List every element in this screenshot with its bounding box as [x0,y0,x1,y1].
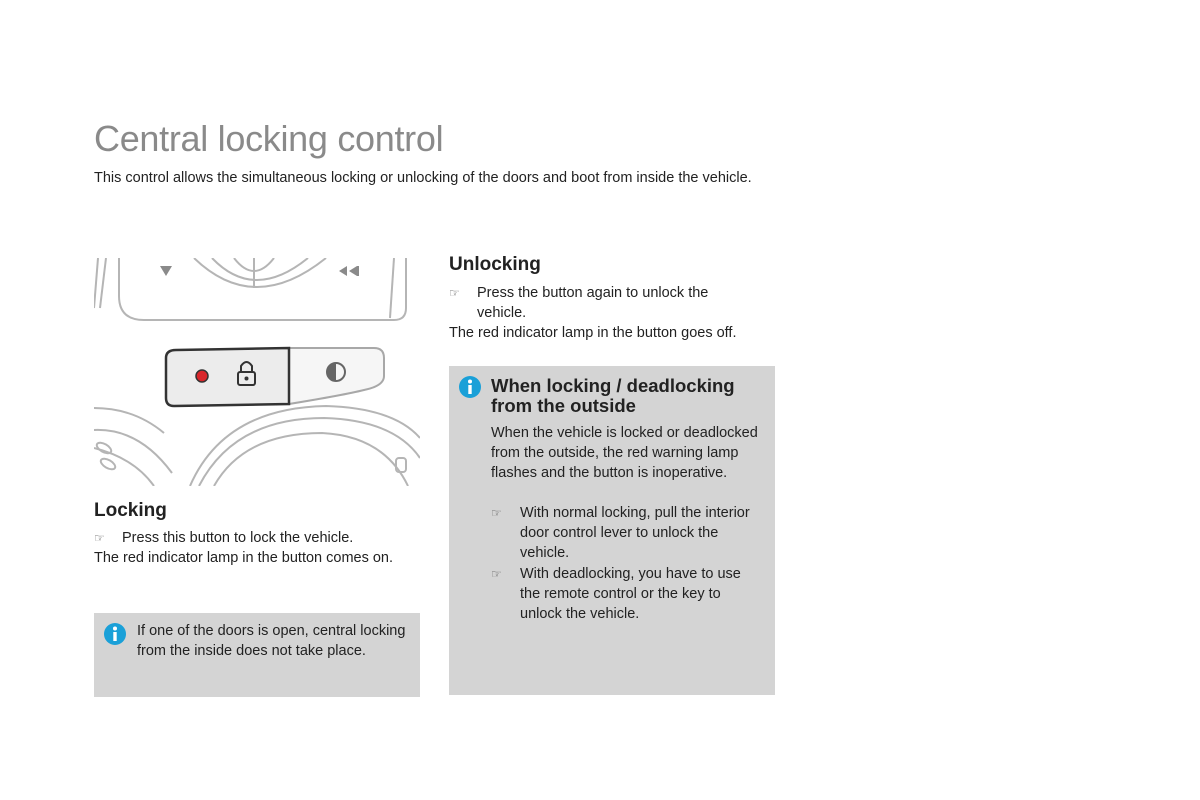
info-icon [104,623,126,645]
outside-info-bullet-1: With normal locking, pull the interior door control lever to unlock the vehicle. [520,505,750,561]
info-icon [459,376,481,398]
page-title: Central locking control [94,118,444,159]
unlocking-note: The red indicator lamp in the button goes off. [449,325,737,341]
pointing-hand-icon: ☞ [491,506,502,520]
locking-heading: Locking [94,500,167,521]
outside-info-text: When the vehicle is locked or deadlocked from the outside, the red warning lamp flashes and the button is inoperative. [491,425,758,481]
intro-text: This control allows the simultaneous locking or unlocking of the doors and boot from inside the vehicle. [94,170,752,186]
pointing-hand-icon: ☞ [491,567,502,581]
locking-bullet: Press this button to lock the vehicle. [122,530,354,546]
locking-info-text: If one of the doors is open, central locking from the inside does not take place. [137,623,406,659]
pointing-hand-icon: ☞ [94,531,105,545]
central-locking-button-illustration [94,258,420,486]
pointing-hand-icon: ☞ [449,286,460,300]
locking-info-box [94,613,420,697]
unlocking-bullet: Press the button again to unlock the vehicle. [477,285,709,321]
outside-info-bullet-2: With deadlocking, you have to use the remote control or the key to unlock the vehicle. [520,566,741,622]
outside-info-box [449,366,775,695]
locking-note: The red indicator lamp in the button comes on. [94,550,394,566]
outside-info-heading: When locking / deadlocking from the outside [491,375,735,416]
unlocking-heading: Unlocking [449,254,541,275]
